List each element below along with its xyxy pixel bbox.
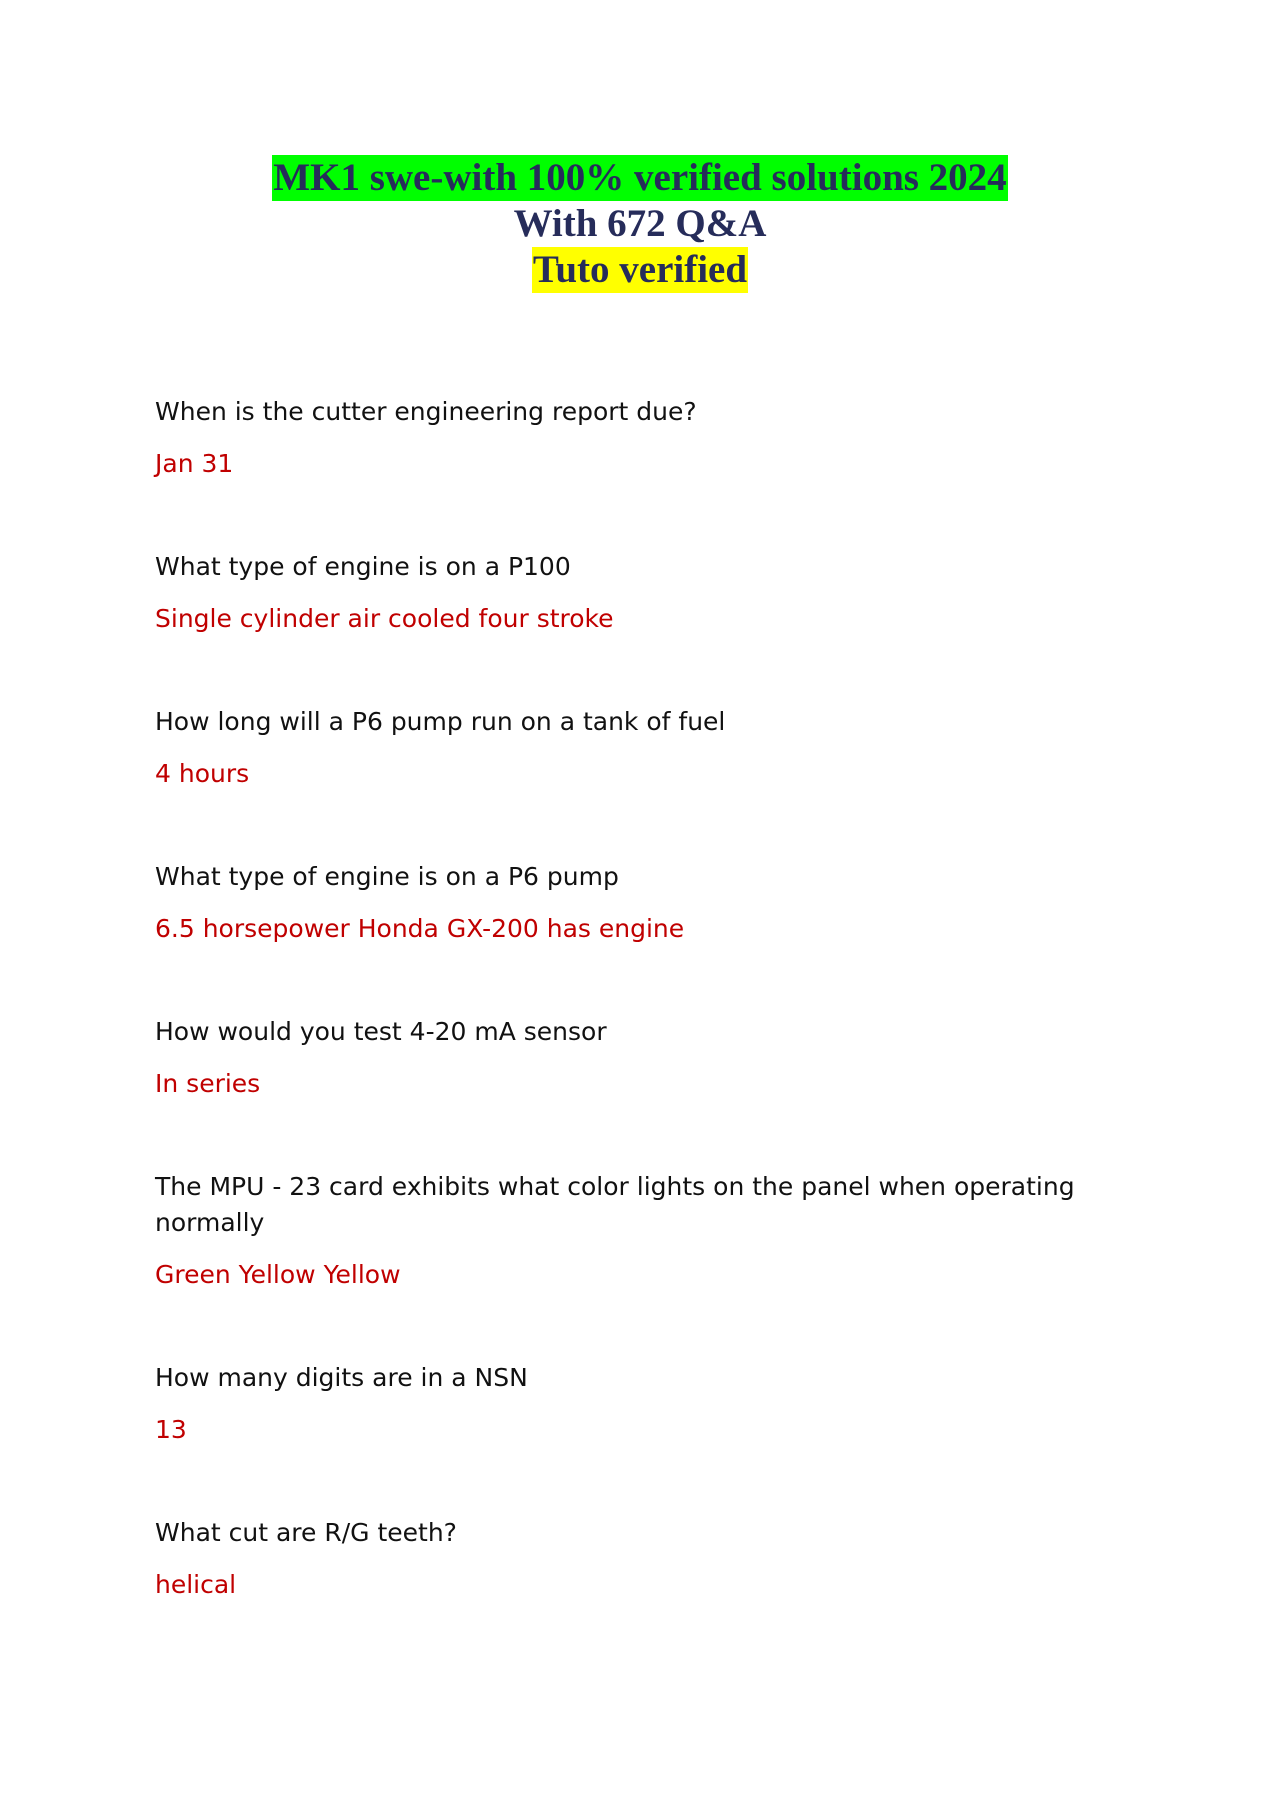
question-text: What cut are R/G teeth? <box>155 1518 457 1547</box>
qa-item <box>155 1515 1135 1603</box>
answer-text: Single cylinder air cooled four stroke <box>155 604 614 633</box>
question-text: How many digits are in a NSN <box>155 1363 528 1392</box>
qa-item <box>155 394 1135 482</box>
title-line-2: With 672 Q&A <box>513 202 767 245</box>
answer-text: Jan 31 <box>155 449 234 478</box>
qa-item <box>155 859 1135 947</box>
answer-text: 4 hours <box>155 759 250 788</box>
title-highlight-green: MK1 swe-with 100% verified solutions 2024 <box>273 156 1007 199</box>
qa-item <box>155 704 1135 792</box>
title-highlight-yellow: Tuto verified <box>532 248 748 291</box>
qa-item <box>155 1014 1135 1102</box>
title-line-3 <box>0 247 1280 293</box>
qa-list <box>155 394 1135 1670</box>
qa-item <box>155 1360 1135 1448</box>
answer-text: 13 <box>155 1415 187 1444</box>
answer-text: In series <box>155 1069 261 1098</box>
question-text: How would you test 4-20 mA sensor <box>155 1017 607 1046</box>
question-text: When is the cutter engineering report due? <box>155 397 697 426</box>
qa-item <box>155 1169 1135 1293</box>
answer-text: helical <box>155 1570 237 1599</box>
question-text: How long will a P6 pump run on a tank of fuel <box>155 707 726 736</box>
qa-item <box>155 549 1135 637</box>
document-title <box>0 155 1280 293</box>
question-text: What type of engine is on a P6 pump <box>155 862 619 891</box>
question-text: What type of engine is on a P100 <box>155 552 571 581</box>
question-text: The MPU - 23 card exhibits what color lights on the panel when operating normally <box>155 1172 1075 1237</box>
answer-text: 6.5 horsepower Honda GX-200 has engine <box>155 914 685 943</box>
title-line-1 <box>0 155 1280 201</box>
answer-text: Green Yellow Yellow <box>155 1260 401 1289</box>
